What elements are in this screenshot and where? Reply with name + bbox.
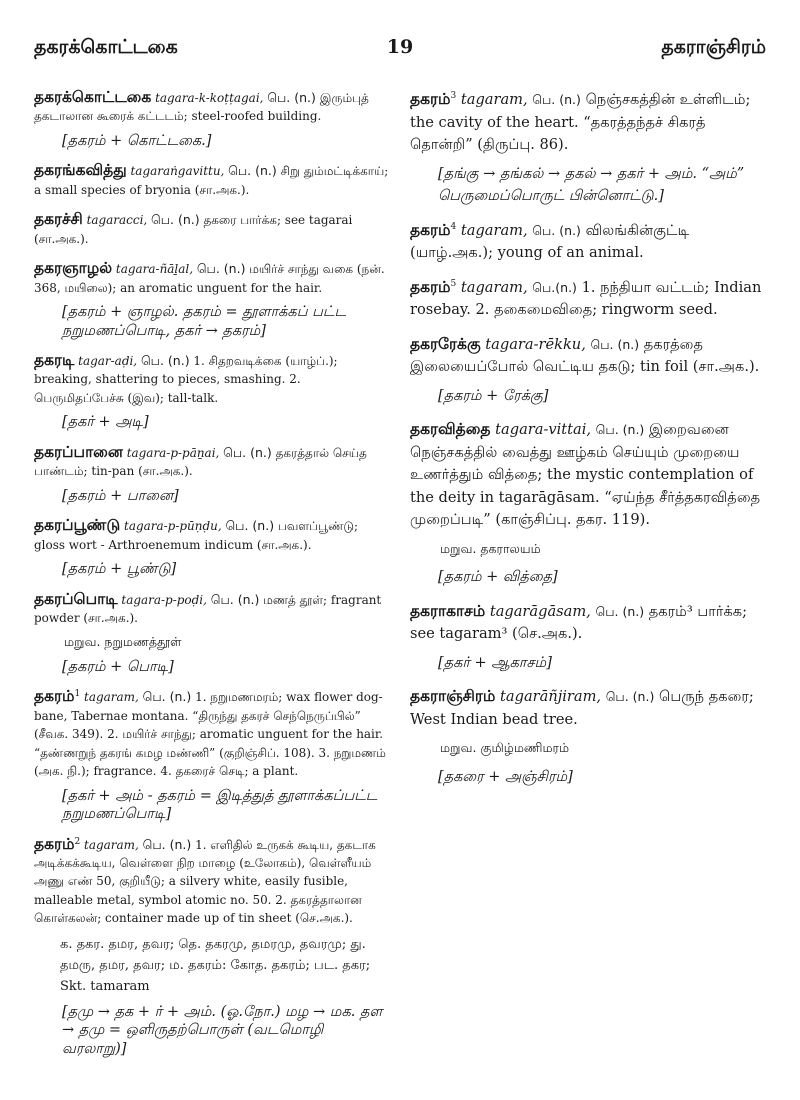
entry-line [34, 835, 392, 928]
dictionary-entry [410, 333, 768, 408]
headword: தகராஞ்சிரம் [410, 687, 496, 705]
transliteration: tagara-vittai, [495, 421, 592, 438]
transliteration: tagaram, [460, 91, 528, 108]
transliteration: tagara-rēkku, [485, 335, 586, 353]
homonym-number: 2 [74, 836, 81, 847]
headword: தகரப்பொடி [34, 589, 118, 608]
headword: தகரம் [410, 277, 451, 296]
headword: தகரஞாழல் [34, 259, 113, 278]
part-of-speech: பெ. (n.) [590, 336, 640, 352]
definition: 1. சிதறவடிக்கை (யாழ்ப்.); breaking, shattering to pieces, smashing. 2. பெருமிதப்பேச்சு (இவ); tall-talk. [34, 353, 338, 405]
transliteration: tagara-ñāḻal, [115, 262, 194, 277]
dictionary-entry [34, 590, 392, 677]
etymology: [தங்கு → தங்கல் → தகல் → தகர் + அம். “அம்” பெருமைப்பொருட் பின்னொட்டு.] [438, 165, 745, 204]
entry-line [410, 600, 768, 646]
entry-line [34, 210, 392, 248]
entry-line [410, 276, 768, 322]
part-of-speech: பெ. (n.) [532, 92, 581, 107]
headword: தகரங்கவித்து [34, 161, 127, 180]
dictionary-entry [34, 88, 392, 150]
dictionary-entry [34, 835, 392, 1059]
transliteration: tagaram, [460, 221, 528, 239]
headword: தகரவித்தை [410, 420, 491, 438]
etymology: [தகரம் + ரேக்கு] [438, 387, 549, 404]
headword: தகரம் [410, 90, 451, 108]
definition: மணத் தூள்; fragrant powder (சா.அக.). [34, 592, 382, 625]
dictionary-entry [34, 516, 392, 578]
definition: நெஞ்சகத்தின் உள்ளிடம்; the cavity of the heart. “தகரத்தந்தச் சிகரத் தொன்றி” (திருப்பு. 86). [410, 91, 751, 153]
right-column [410, 88, 768, 799]
etymology: [தகரம் + வித்தை] [438, 569, 558, 585]
entry-line [34, 443, 392, 481]
part-of-speech: பெ. (n.) [225, 518, 275, 534]
transliteration: tagaram, [460, 278, 528, 296]
dictionary-entry [410, 685, 768, 788]
headword: தகரச்சி [34, 210, 83, 229]
entry-line [34, 351, 392, 407]
cognates: க. தகர. தமர, தவர; தெ. தகரமு, தமரமு, தவரமு; து. தமரு, தமர, தவர; ம. தகரம்: கோத. தகரம்; பட. தகர; Skt. tamaram [60, 936, 371, 994]
transliteration: tagara-p-poḍi, [121, 592, 207, 607]
headword: தகரம் [34, 687, 75, 706]
definition: தகரத்தை இலையைப்போல் வெட்டிய தகடு; tin foil (சா.அக.). [410, 335, 760, 375]
dictionary-entry [34, 687, 392, 823]
part-of-speech: பெ. (n.) [210, 591, 260, 607]
entry-line [34, 259, 392, 297]
transliteration: tagarāñjiram, [500, 688, 602, 705]
dictionary-entry [34, 351, 392, 432]
etymology: [தகர் + அடி] [62, 414, 149, 431]
headword: தகரரேக்கு [410, 334, 481, 353]
dictionary-entry [34, 443, 392, 505]
entry-line [34, 161, 392, 199]
part-of-speech: பெ. (n.) [142, 689, 192, 705]
entry-line [34, 590, 392, 628]
entry-line [34, 687, 392, 780]
definition: தகரம்³ பார்க்க; see tagaram³ (செ.அக.). [410, 602, 748, 642]
entry-line [410, 333, 768, 379]
page-header [34, 36, 766, 66]
definition: இறைவனை நெஞ்சகத்தில் வைத்து ஊழ்கம் செய்யும் முறையை உணர்த்தும் வித்தை; the mystic contemplation of the deity in tagarāgāsam. “ஏய்ந்த சீர்த்தகரவித்தை முறைப்படி” (காஞ்சிப்பு. தகர. 119). [410, 421, 761, 528]
definition: தகரத்தால் செய்த பாண்டம்; tin-pan (சா.அக.). [34, 445, 367, 479]
part-of-speech: பெ. (n.) [595, 603, 645, 619]
definition: 1. நறுமணமரம்; wax flower dog-bane, Tabernae montana. “திருந்து தகரச் செந்நெருப்பில்” (சீவக. 349). 2. மயிர்ச் சாந்து; aromatic unguent for the hair. “தண்ணறுந் தகரங் கமழ மண்ணி” (குறிஞ்சிப். 108). 3. நறுமணம் (அக. நி.); fragrance. 4. தகரைச் செடி; a plant. [34, 690, 386, 779]
homonym-number: 3 [450, 91, 457, 102]
synonym: மறுவ. தகராலயம் [440, 540, 541, 556]
etymology: [தகரம் + பானை] [62, 487, 179, 504]
entry-line [410, 418, 768, 532]
etymology: [தகரம் + ஞாழல். தகரம் = தூளாக்கப் பட்ட நறுமணப்பொடி, தகர் → தகரம்] [62, 304, 346, 339]
synonym: மறுவ. நறுமணத்தூள் [64, 634, 182, 650]
part-of-speech: பெ. (n.) [223, 444, 272, 460]
definition: விலங்கின்குட்டி (யாழ்.அக.); young of an animal. [410, 221, 690, 261]
homonym-number: 1 [74, 689, 81, 700]
right-running-head: தகராஞ்சிரம் [661, 36, 766, 58]
part-of-speech: பெ. (n.) [196, 261, 246, 277]
left-column [34, 88, 392, 1069]
definition: 1. எளிதில் உருகக் கூடிய, தகடாக அடிக்கக்கூடிய, வெள்ளை நிற மாழை (உலோகம்), வெள்ளீயம் அணு எண் 50, குறியீடு; a silvery white, easily fusible, malleable metal, symbol atomic no. 50. 2. தகரத்தாலான கொள்கலன்; container made up of tin sheet (செ.அக.). [34, 837, 376, 926]
part-of-speech: பெ.(n.) [532, 279, 577, 295]
etymology: [தகர் + அம் - தகரம் = இடித்துத் தூளாக்கப்பட்ட நறுமணப்பொடி] [62, 787, 378, 823]
transliteration: tagaraṅgavittu, [130, 164, 225, 179]
dictionary-entry [410, 88, 768, 208]
headword: தகரப்பூண்டு [34, 516, 121, 535]
homonym-number: 5 [450, 278, 457, 289]
headword: தகரம் [34, 834, 75, 853]
transliteration: tagara-p-pāṉai, [126, 445, 220, 460]
homonym-number: 4 [450, 221, 457, 232]
dictionary-entry [410, 418, 768, 589]
etymology: [தகரம் + பூண்டு] [62, 561, 177, 578]
headword: தகரக்கொட்டகை [34, 88, 152, 106]
part-of-speech: பெ. (n.) [532, 222, 581, 238]
part-of-speech: பெ. (n.) [595, 422, 645, 437]
dictionary-entry [34, 259, 392, 340]
part-of-speech: பெ. (n.) [228, 163, 277, 179]
transliteration: tagaram, [84, 837, 139, 852]
left-running-head: தகரக்கொட்டகை [34, 36, 178, 58]
definition: மயிர்ச் சாந்து வகை (நன். 368, மயிலை); an aromatic unguent for the hair. [34, 262, 385, 295]
definition: தகரை பார்க்க; see tagarai (சா.அக.). [34, 213, 353, 246]
part-of-speech: பெ. (n.) [267, 90, 316, 105]
definition: பவளப்பூண்டு; gloss wort - Arthroenemum indicum (சா.அக.). [34, 519, 359, 552]
entry-line [34, 516, 392, 554]
headword: தகரம் [410, 220, 451, 239]
definition: சிறு தும்மட்டிக்காய்; a small species of bryonia (சா.அக.). [34, 164, 389, 197]
dictionary-entry [410, 600, 768, 675]
part-of-speech: பெ. (n.) [151, 212, 200, 228]
dictionary-entry [34, 210, 392, 248]
transliteration: tagar-aḍi, [78, 353, 138, 368]
definition: இரும்புத் தகடாலான கூரைக் கட்டடம்; steel-roofed building. [34, 91, 369, 124]
headword: தகரப்பானை [34, 442, 123, 461]
synonym: மறுவ. குமிழ்மணிமரம் [440, 740, 570, 755]
part-of-speech: பெ. (n.) [140, 352, 190, 368]
etymology: [தகரை + அஞ்சிரம்] [438, 768, 573, 785]
dictionary-entry [410, 219, 768, 265]
etymology: [தகரம் + பொடி] [62, 658, 174, 675]
part-of-speech: பெ. (n.) [605, 689, 655, 704]
part-of-speech: பெ. (n.) [142, 836, 192, 852]
headword: தகரடி [34, 350, 75, 369]
transliteration: tagarāgāsam, [489, 602, 591, 620]
etymology: [தகரம் + கொட்டகை.] [62, 132, 212, 149]
dictionary-entry [34, 161, 392, 199]
transliteration: tagara-p-pūṇḍu, [124, 519, 222, 534]
dictionary-entry [410, 276, 768, 322]
entry-line [410, 685, 768, 731]
etymology: [தகர் + ஆகாசம்] [438, 654, 552, 671]
definition: 1. நந்தியா வட்டம்; Indian rosebay. 2. தகைமைவிதை; ringworm seed. [410, 278, 762, 318]
transliteration: tagara-k-koṭṭagai, [155, 91, 264, 105]
headword: தகராகாசம் [410, 601, 486, 620]
etymology: [தமு → தக + ர் + அம். (ஓ.நோ.) மழ → மக. தள → தமு = ஒளிருதற்பொருள் (வடமொழி வரலாறு)] [62, 1003, 383, 1057]
transliteration: tagaracci, [86, 213, 148, 228]
page-number: 19 [386, 36, 414, 58]
entry-line [410, 88, 768, 157]
entry-line [410, 219, 768, 265]
entry-line [34, 88, 392, 126]
definition: பெருந் தகரை; West Indian bead tree. [410, 688, 754, 728]
transliteration: tagaram, [84, 690, 139, 705]
